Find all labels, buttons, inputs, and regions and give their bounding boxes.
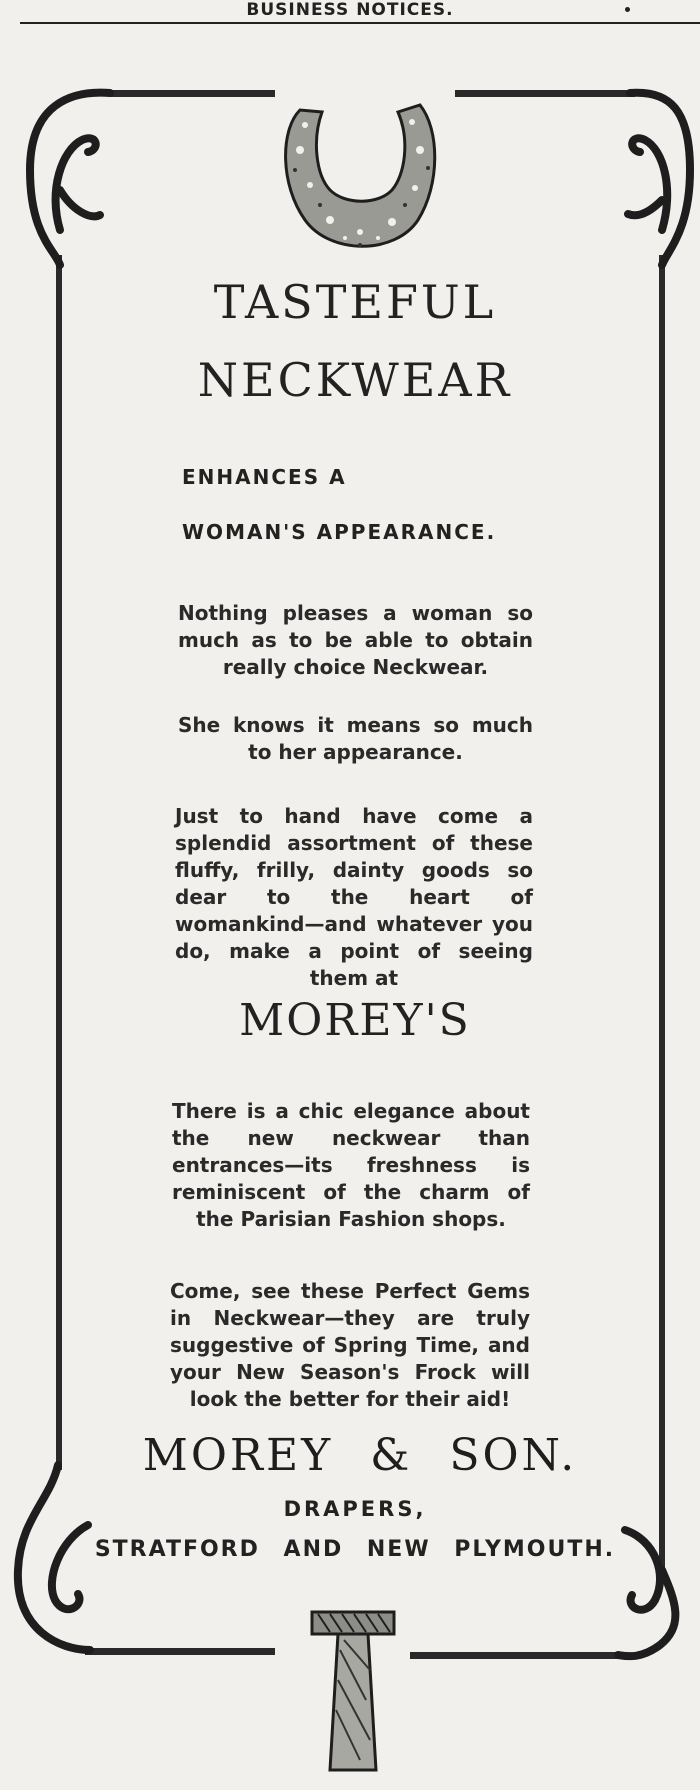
headline-line-2: NECKWEAR <box>197 353 513 407</box>
section-header: BUSINESS NOTICES. <box>246 0 454 20</box>
headline-line-1: TASTEFUL <box>213 275 497 329</box>
towns-line: STRATFORD AND NEW PLYMOUTH. <box>94 1537 616 1562</box>
top-left-rail <box>110 90 275 97</box>
lace-collar-icon <box>286 105 435 247</box>
paragraph-4: There is a chic elegance about the new neckwear than entrances—its freshness is reminiscent of the charm of the Parisian Fashion shops. <box>172 1099 530 1231</box>
right-rail <box>659 255 665 1570</box>
necktie-icon <box>312 1612 394 1770</box>
firm-name: MOREY & SON. <box>142 1430 578 1481</box>
left-rail <box>56 255 62 1470</box>
top-right-rail <box>455 90 635 97</box>
paragraph-2: She knows it means so much to her appearance. <box>178 713 533 764</box>
top-left-scroll-icon <box>30 93 110 265</box>
trade-label: DRAPERS, <box>283 1497 427 1521</box>
paragraph-1: Nothing pleases a woman so much as to be able to obtain really choice Neckwear. <box>178 601 533 679</box>
subhead-line-2: WOMAN'S APPEARANCE. <box>182 520 497 544</box>
shop-name: MOREY'S <box>239 995 471 1046</box>
paragraph-5: Come, see these Perfect Gems in Neckwear—they are truly suggestive of Spring Time, and your New Season's Frock will look the better for their aid! <box>170 1279 530 1411</box>
top-right-scroll-icon <box>628 93 690 265</box>
paragraph-3: Just to hand have come a splendid assortment of these fluffy, frilly, dainty goods so dear to the heart of womankind—and whatever you do, make a point of seeing them at <box>175 804 533 990</box>
bottom-right-rail <box>410 1652 620 1659</box>
bottom-left-rail <box>85 1648 275 1655</box>
subhead-line-1: ENHANCES A <box>182 465 347 489</box>
